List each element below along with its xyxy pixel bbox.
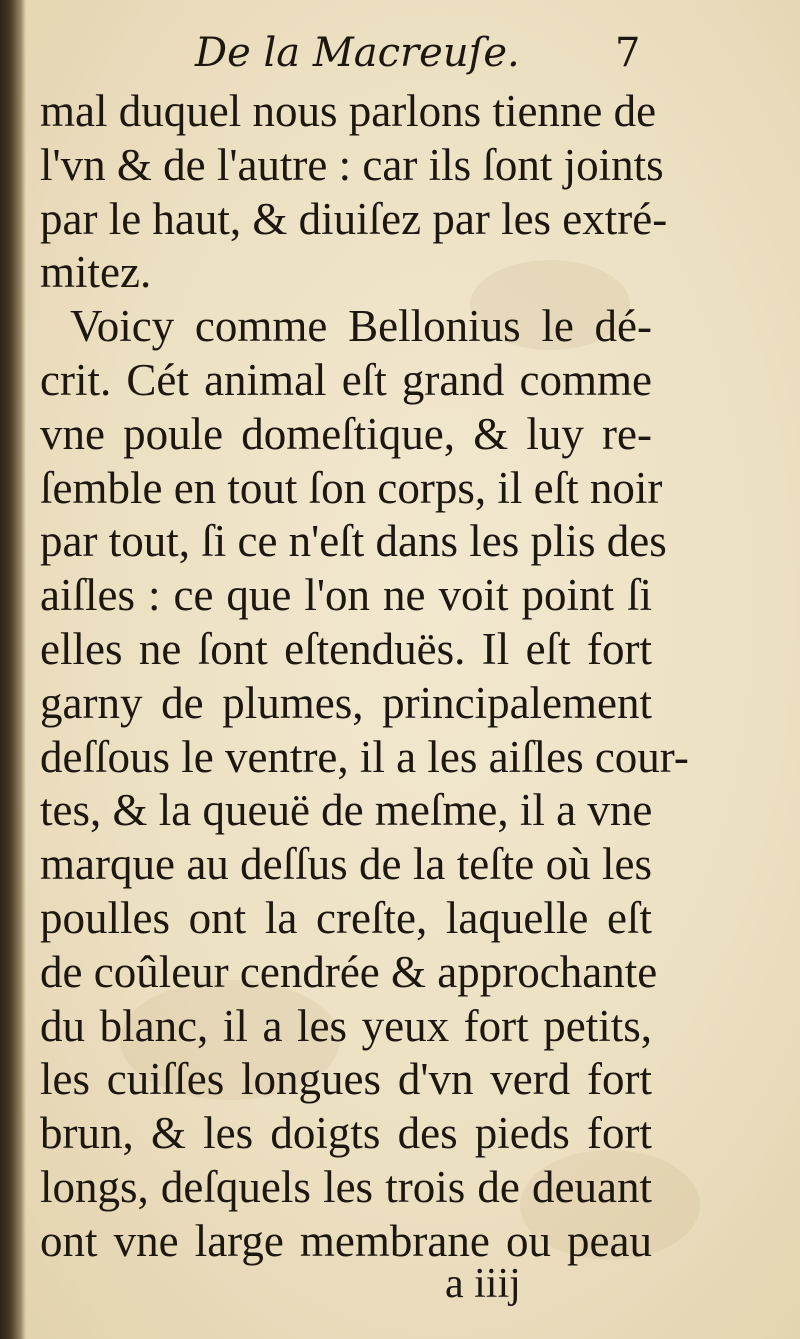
text-line: tes, & la queuë de meſme, il a vne	[40, 785, 653, 836]
text-line: deſſous le ventre, il a les aiſles cour-	[40, 731, 689, 782]
page-header	[0, 28, 800, 88]
text-line: par tout, ſi ce n'eſt dans les plis des	[40, 516, 667, 567]
text-line: du blanc, il a les yeux fort petits,	[40, 1000, 652, 1051]
running-title: De la Macreuſe.	[195, 30, 520, 76]
text-line: les cuiſſes longues d'vn verd fort	[40, 1054, 652, 1105]
text-line: poulles ont la creſte, laquelle eſt	[40, 892, 652, 943]
text-line: mitez.	[40, 247, 152, 298]
page-number: 7	[615, 30, 641, 76]
text-line: elles ne ſont eſtenduës. Il eſt fort	[40, 623, 652, 674]
signature-mark: a iiij	[445, 1261, 521, 1307]
text-line: mal duquel nous parlons tienne de	[40, 86, 657, 136]
text-line: marque au deſſus de la teſte où les	[40, 839, 652, 890]
text-line: garny de plumes, principalement	[40, 677, 652, 728]
text-line: longs, deſquels les trois de deuant	[40, 1161, 652, 1212]
text-line: aiſles : ce que l'on ne voit point ſi	[40, 570, 652, 621]
binding-gutter	[0, 0, 26, 1339]
text-line: crit. Cét animal eſt grand comme	[40, 354, 652, 405]
text-line: ſemble en tout ſon corps, il eſt noir	[40, 462, 663, 513]
body-text	[40, 85, 689, 1269]
text-line: de coûleur cendrée & approchante	[40, 946, 658, 997]
text-line: ont vne large membrane ou peau	[40, 1215, 652, 1266]
text-line: par le haut, & diuiſez par les extré-	[40, 193, 668, 244]
text-line: vne poule domeſtique, & luy re-	[40, 408, 652, 459]
text-line: brun, & les doigts des pieds fort	[40, 1108, 652, 1159]
text-line: l'vn & de l'autre : car ils ſont joints	[40, 139, 664, 190]
text-line: Voicy comme Bellonius le dé-	[70, 301, 652, 352]
